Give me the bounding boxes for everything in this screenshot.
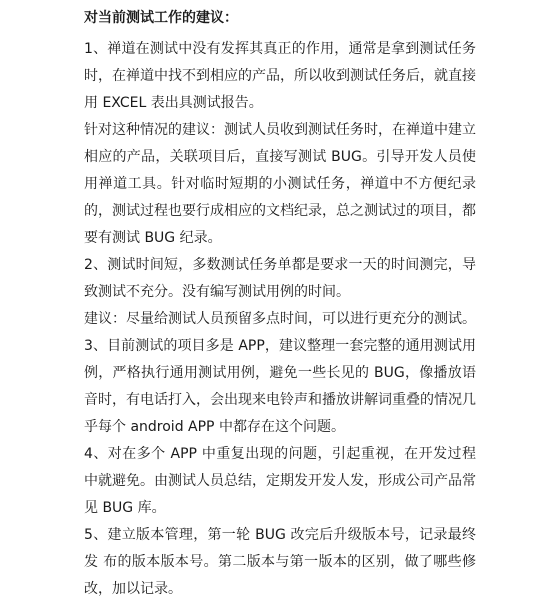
paragraph-3: 3、目前测试的项目多是 APP，建议整理一套完整的通用测试用例，严格执行通用测试用例，避免一些长见的 BUG，像播放语音时，有电话打入，会出现来电铃声和播放讲解词重叠的情况几乎每个 android APP 中都存在这个问题。 (84, 338, 476, 435)
paragraph-2: 2、测试时间短，多数测试任务单都是要求一天的时间测完，导致测试不充分。没有编写测试用例的时间。 (84, 257, 476, 300)
document-body (84, 8, 476, 603)
paragraph-suggestion-2: 建议：尽量给测试人员预留多点时间，可以进行更充分的测试。 (84, 311, 476, 327)
document-title: 对当前测试工作的建议： (84, 10, 238, 26)
paragraph-4: 4、对在多个 APP 中重复出现的问题，引起重视，在开发过程中就避免。由测试人员总结，定期发开发人发，形成公司产品常见 BUG 库。 (84, 446, 476, 516)
paragraph-1: 1、禅道在测试中没有发挥其真正的作用，通常是拿到测试任务时，在禅道中找不到相应的产品，所以收到测试任务后，就直接用 EXCEL 表出具测试报告。 (84, 41, 476, 111)
paragraph-5: 5、建立版本管理，第一轮 BUG 改完后升级版本号，记录最终发 布的版本版本号。第二版本与第一版本的区别，做了哪些修改，加以记录。 (84, 527, 476, 597)
paragraph-suggestion-1: 针对这种情况的建议：测试人员收到测试任务时，在禅道中建立相应的产品，关联项目后，直接写测试 BUG。引导开发人员使用禅道工具。针对临时短期的小测试任务，禅道中不方便纪录的，测试过程也要行成相应的文档纪录，总之测试过的项目，都要有测试 BUG 纪录。 (84, 122, 476, 246)
